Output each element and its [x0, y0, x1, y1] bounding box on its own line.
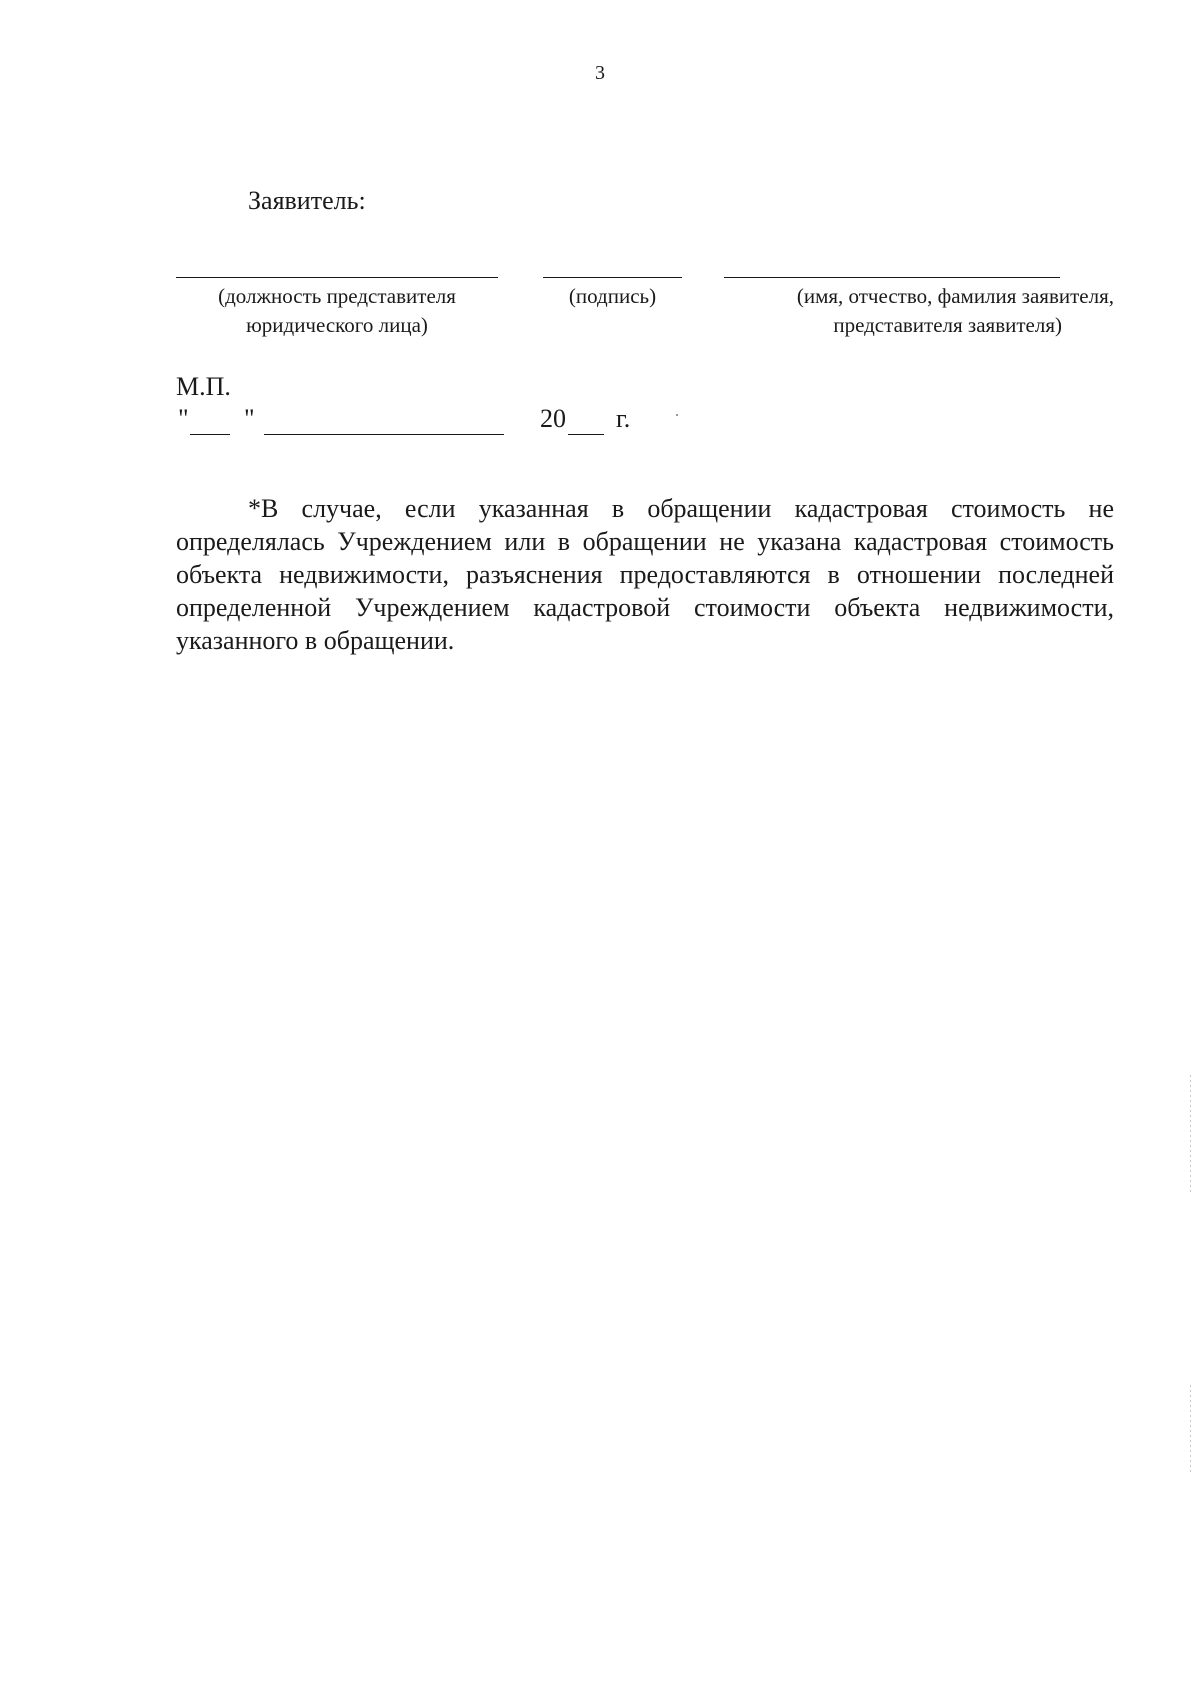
date-open-quote: " [178, 404, 189, 433]
year-prefix: 20 [540, 404, 566, 433]
stamp-label: М.П. [176, 372, 231, 401]
full-name-caption [734, 282, 1114, 340]
full-name-caption-line2: представителя заявителя) [833, 313, 1062, 337]
applicant-label: Заявитель: [248, 186, 366, 215]
year-suffix: г. [616, 404, 631, 433]
footnote-paragraph: *В случае, если указанная в обращении кадастровая стоимость не определялась Учреждением или в обращении не указана кадастровая стоимость объекта недвижимости, разъяснения предоставляются в отношении последней определенной Учреждением кадастровой стоимости объекта недвижимости, указанного в обращении. [176, 494, 1114, 655]
signature-caption-line1: (подпись) [568, 284, 657, 308]
full-name-caption-line1: (имя, отчество, фамилия заявителя, [796, 284, 1114, 308]
full-name-blank-line [724, 277, 1060, 278]
page-number: 3 [595, 62, 605, 84]
scan-edge-streak [1190, 1075, 1191, 1195]
day-blank-line [190, 434, 230, 435]
position-caption [176, 282, 498, 340]
signature-blank-line [543, 277, 682, 278]
position-caption-line2: юридического лица) [246, 313, 428, 337]
signature-caption [543, 282, 682, 311]
position-caption-line1: (должность представителя [218, 284, 456, 308]
scan-edge-streak-lower [1190, 1385, 1191, 1475]
year-blank-line [568, 434, 604, 435]
month-blank-line [264, 434, 504, 435]
date-close-quote: " [244, 404, 255, 433]
date-row [176, 404, 696, 438]
scan-speck [676, 414, 678, 416]
position-blank-line [176, 277, 498, 278]
